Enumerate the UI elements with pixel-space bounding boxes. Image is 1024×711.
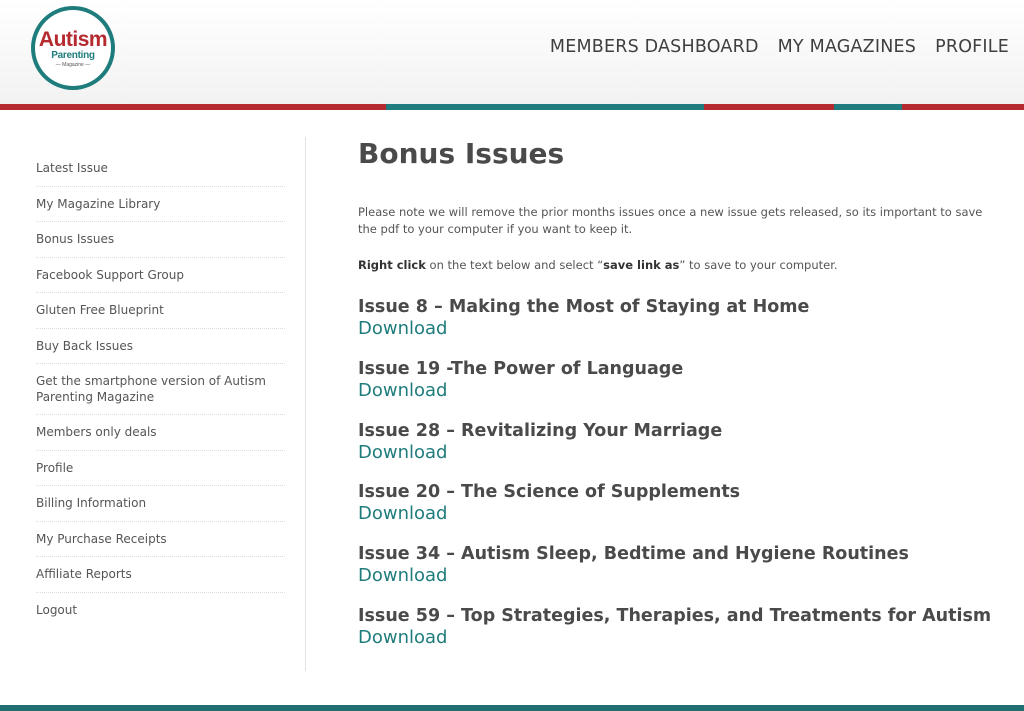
sidebar-item-members-deals[interactable]: Members only deals [36,415,285,451]
issue-title: Issue 34 – Autism Sleep, Bedtime and Hygiene Routines [358,544,909,565]
sidebar [36,151,285,628]
stripe-red-1 [0,104,386,110]
logo-word: Autism [38,27,108,51]
issue-item [358,358,998,420]
issue-title: Issue 28 – Revitalizing Your Marriage [358,420,723,441]
issue-item [358,481,998,543]
instr-end: ” to save to your computer. [679,258,838,272]
footer-bar [0,705,1024,711]
sidebar-item-buy-back-issues[interactable]: Buy Back Issues [36,329,285,365]
download-link[interactable]: Download [358,503,448,525]
sidebar-item-bonus-issues[interactable]: Bonus Issues [36,222,285,258]
issue-title: Issue 20 – The Science of Supplements [358,482,741,503]
main-content [358,136,998,667]
issue-item [358,420,998,482]
site-logo[interactable] [31,6,115,90]
sidebar-item-affiliate[interactable]: Affiliate Reports [36,557,285,593]
issue-item [358,296,998,358]
stripe-red-3 [902,104,1024,110]
save-instructions [358,257,998,274]
sidebar-item-facebook-group[interactable]: Facebook Support Group [36,258,285,294]
column-divider [305,137,306,671]
site-header [0,0,1024,104]
issue-title: Issue 59 – Top Strategies, Therapies, and Treatments for Autism [358,605,992,626]
nav-profile[interactable]: PROFILE [935,37,1009,57]
sidebar-item-latest-issue[interactable]: Latest Issue [36,151,285,187]
download-link[interactable]: Download [358,565,448,587]
sidebar-item-magazine-library[interactable]: My Magazine Library [36,187,285,223]
download-link[interactable]: Download [358,318,448,339]
issue-item [358,543,998,605]
nav-my-magazines[interactable]: MY MAGAZINES [777,37,917,57]
download-link[interactable]: Download [358,379,448,401]
sidebar-item-profile[interactable]: Profile [36,451,285,487]
removal-note: Please note we will remove the prior months issues once a new issue gets released, so its important to save the pdf to your computer if you want to keep it. [358,205,983,236]
instr-mid: on the text below and select “ [425,258,604,272]
instr-save-link: save link as [603,258,680,272]
sidebar-item-billing[interactable]: Billing Information [36,486,285,522]
issue-title: Issue 19 -The Power of Language [358,358,684,379]
download-link[interactable]: Download [358,441,448,463]
download-link[interactable]: Download [358,626,448,648]
logo-magazine: — Magazine — [55,61,91,68]
sidebar-item-logout[interactable]: Logout [36,602,78,617]
sidebar-item-gluten-free[interactable]: Gluten Free Blueprint [36,293,285,329]
sidebar-item-receipts[interactable]: My Purchase Receipts [36,522,285,558]
header-color-stripe [0,104,1024,110]
logo-sub: Parenting [51,49,95,61]
issue-list [358,296,998,667]
sidebar-item-smartphone-version[interactable]: Get the smartphone version of Autism Parenting Magazine [36,364,285,415]
instr-right-click: Right click [358,258,426,272]
stripe-teal-2 [834,104,902,110]
issue-title: Issue 8 – Making the Most of Staying at Home [358,297,810,317]
issue-item [358,605,998,667]
logo-inner [35,10,111,86]
stripe-teal-1 [386,104,704,110]
page-title: Bonus Issues [358,137,565,170]
top-nav [550,37,1009,57]
stripe-red-2 [704,104,834,110]
sidebar-menu [36,151,285,628]
nav-members-dashboard[interactable]: MEMBERS DASHBOARD [549,37,759,57]
